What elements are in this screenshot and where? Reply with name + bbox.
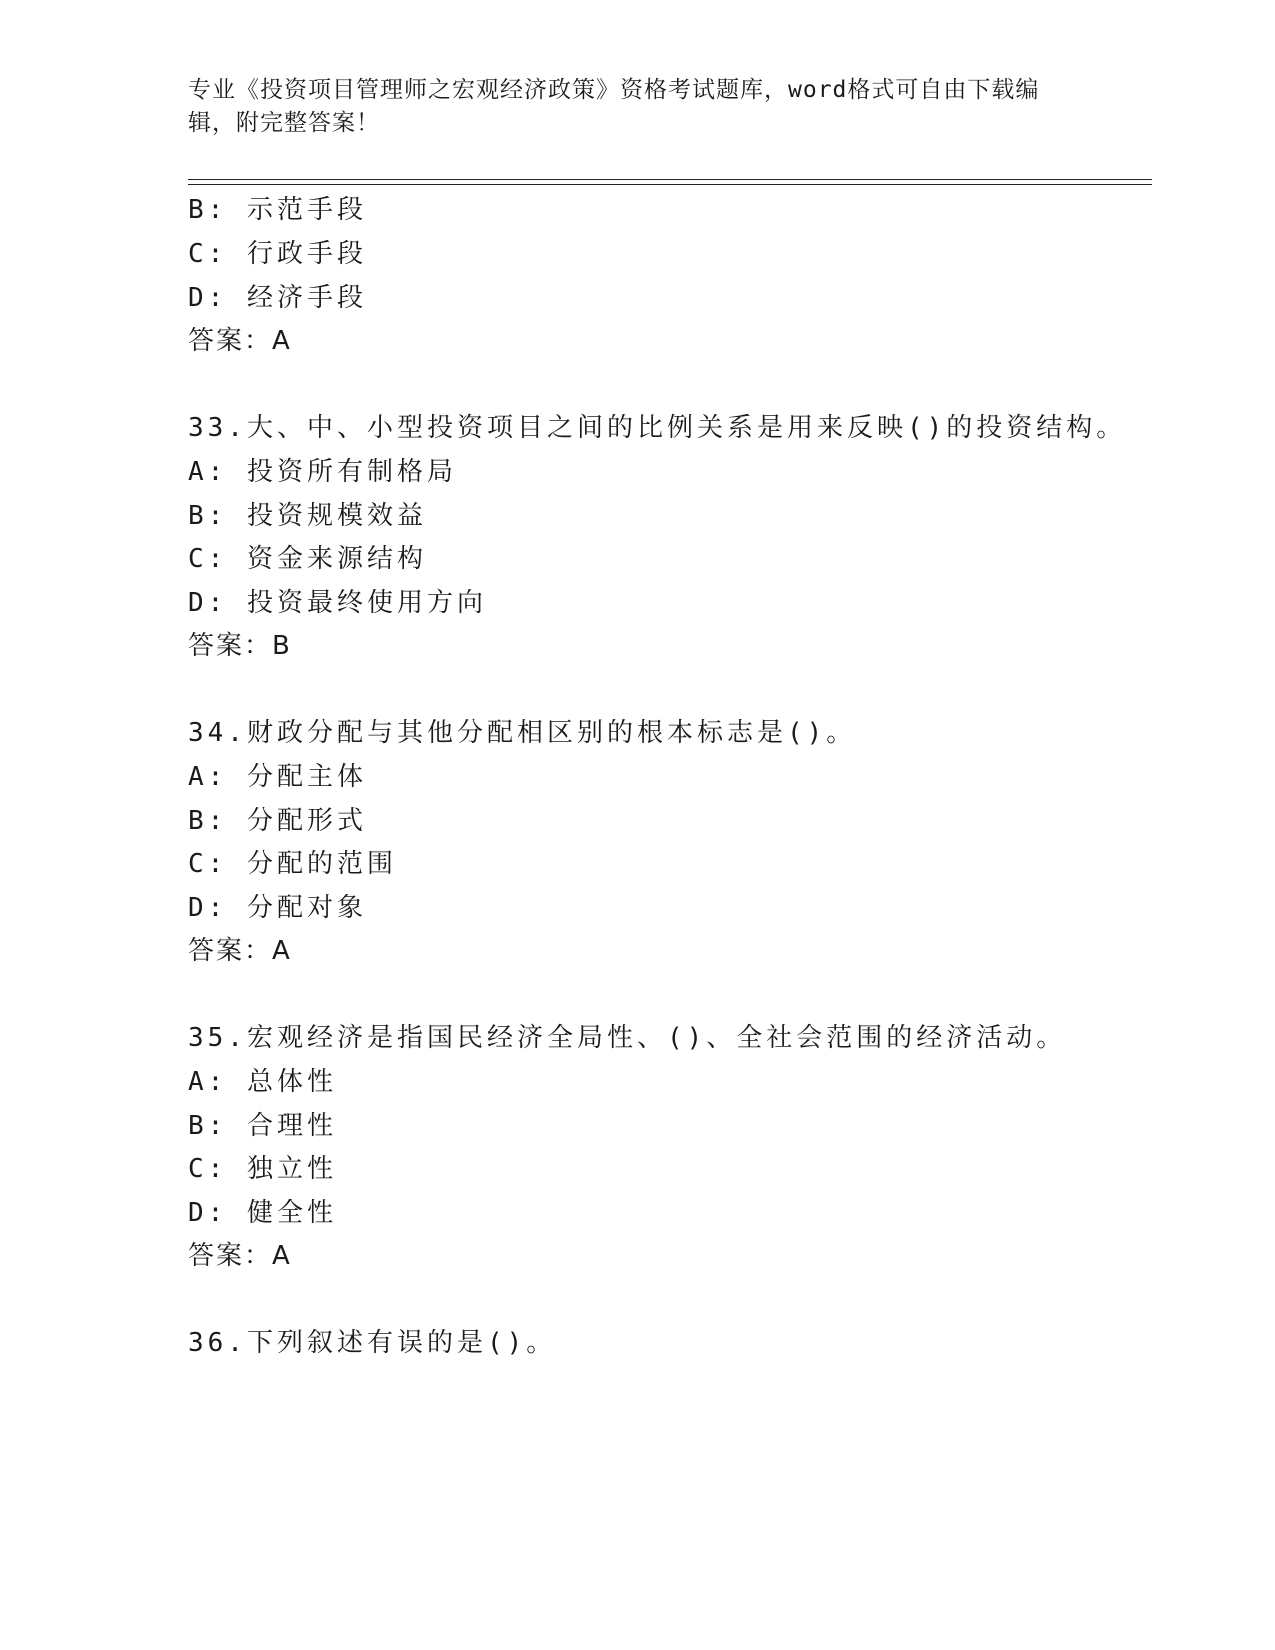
question-stem: 33.大、中、小型投资项目之间的比例关系是用来反映()的投资结构。 xyxy=(188,413,1127,443)
option-a: A: 总体性 xyxy=(188,1067,337,1097)
option-b: B: 合理性 xyxy=(188,1111,337,1141)
option-d: D: 投资最终使用方向 xyxy=(188,588,487,618)
option-a: A: 分配主体 xyxy=(188,762,367,792)
option-c: C: 行政手段 xyxy=(188,239,367,269)
option-d: D: 分配对象 xyxy=(188,893,367,923)
option-d: D: 健全性 xyxy=(188,1198,337,1228)
option-b: B: 投资规模效益 xyxy=(188,501,427,531)
document-header: 专业《投资项目管理师之宏观经济政策》资格考试题库，word格式可自由下载编辑，附完整答案！ xyxy=(188,77,1040,136)
header-divider-bottom xyxy=(188,184,1152,185)
header-divider-top xyxy=(188,179,1152,180)
option-a: A: 投资所有制格局 xyxy=(188,457,457,487)
answer: 答案：A xyxy=(188,936,292,966)
option-c: C: 独立性 xyxy=(188,1154,337,1184)
option-d: D: 经济手段 xyxy=(188,283,367,313)
option-b: B: 分配形式 xyxy=(188,806,367,836)
question-stem: 35.宏观经济是指国民经济全局性、()、全社会范围的经济活动。 xyxy=(188,1023,1067,1053)
option-c: C: 资金来源结构 xyxy=(188,544,427,574)
option-c: C: 分配的范围 xyxy=(188,849,397,879)
question-stem: 36.下列叙述有误的是()。 xyxy=(188,1328,557,1358)
question-stem: 34.财政分配与其他分配相区别的根本标志是()。 xyxy=(188,718,857,748)
answer: 答案：B xyxy=(188,631,292,661)
answer: 答案：A xyxy=(188,1241,292,1271)
answer: 答案：A xyxy=(188,326,292,356)
option-b: B: 示范手段 xyxy=(188,195,367,225)
